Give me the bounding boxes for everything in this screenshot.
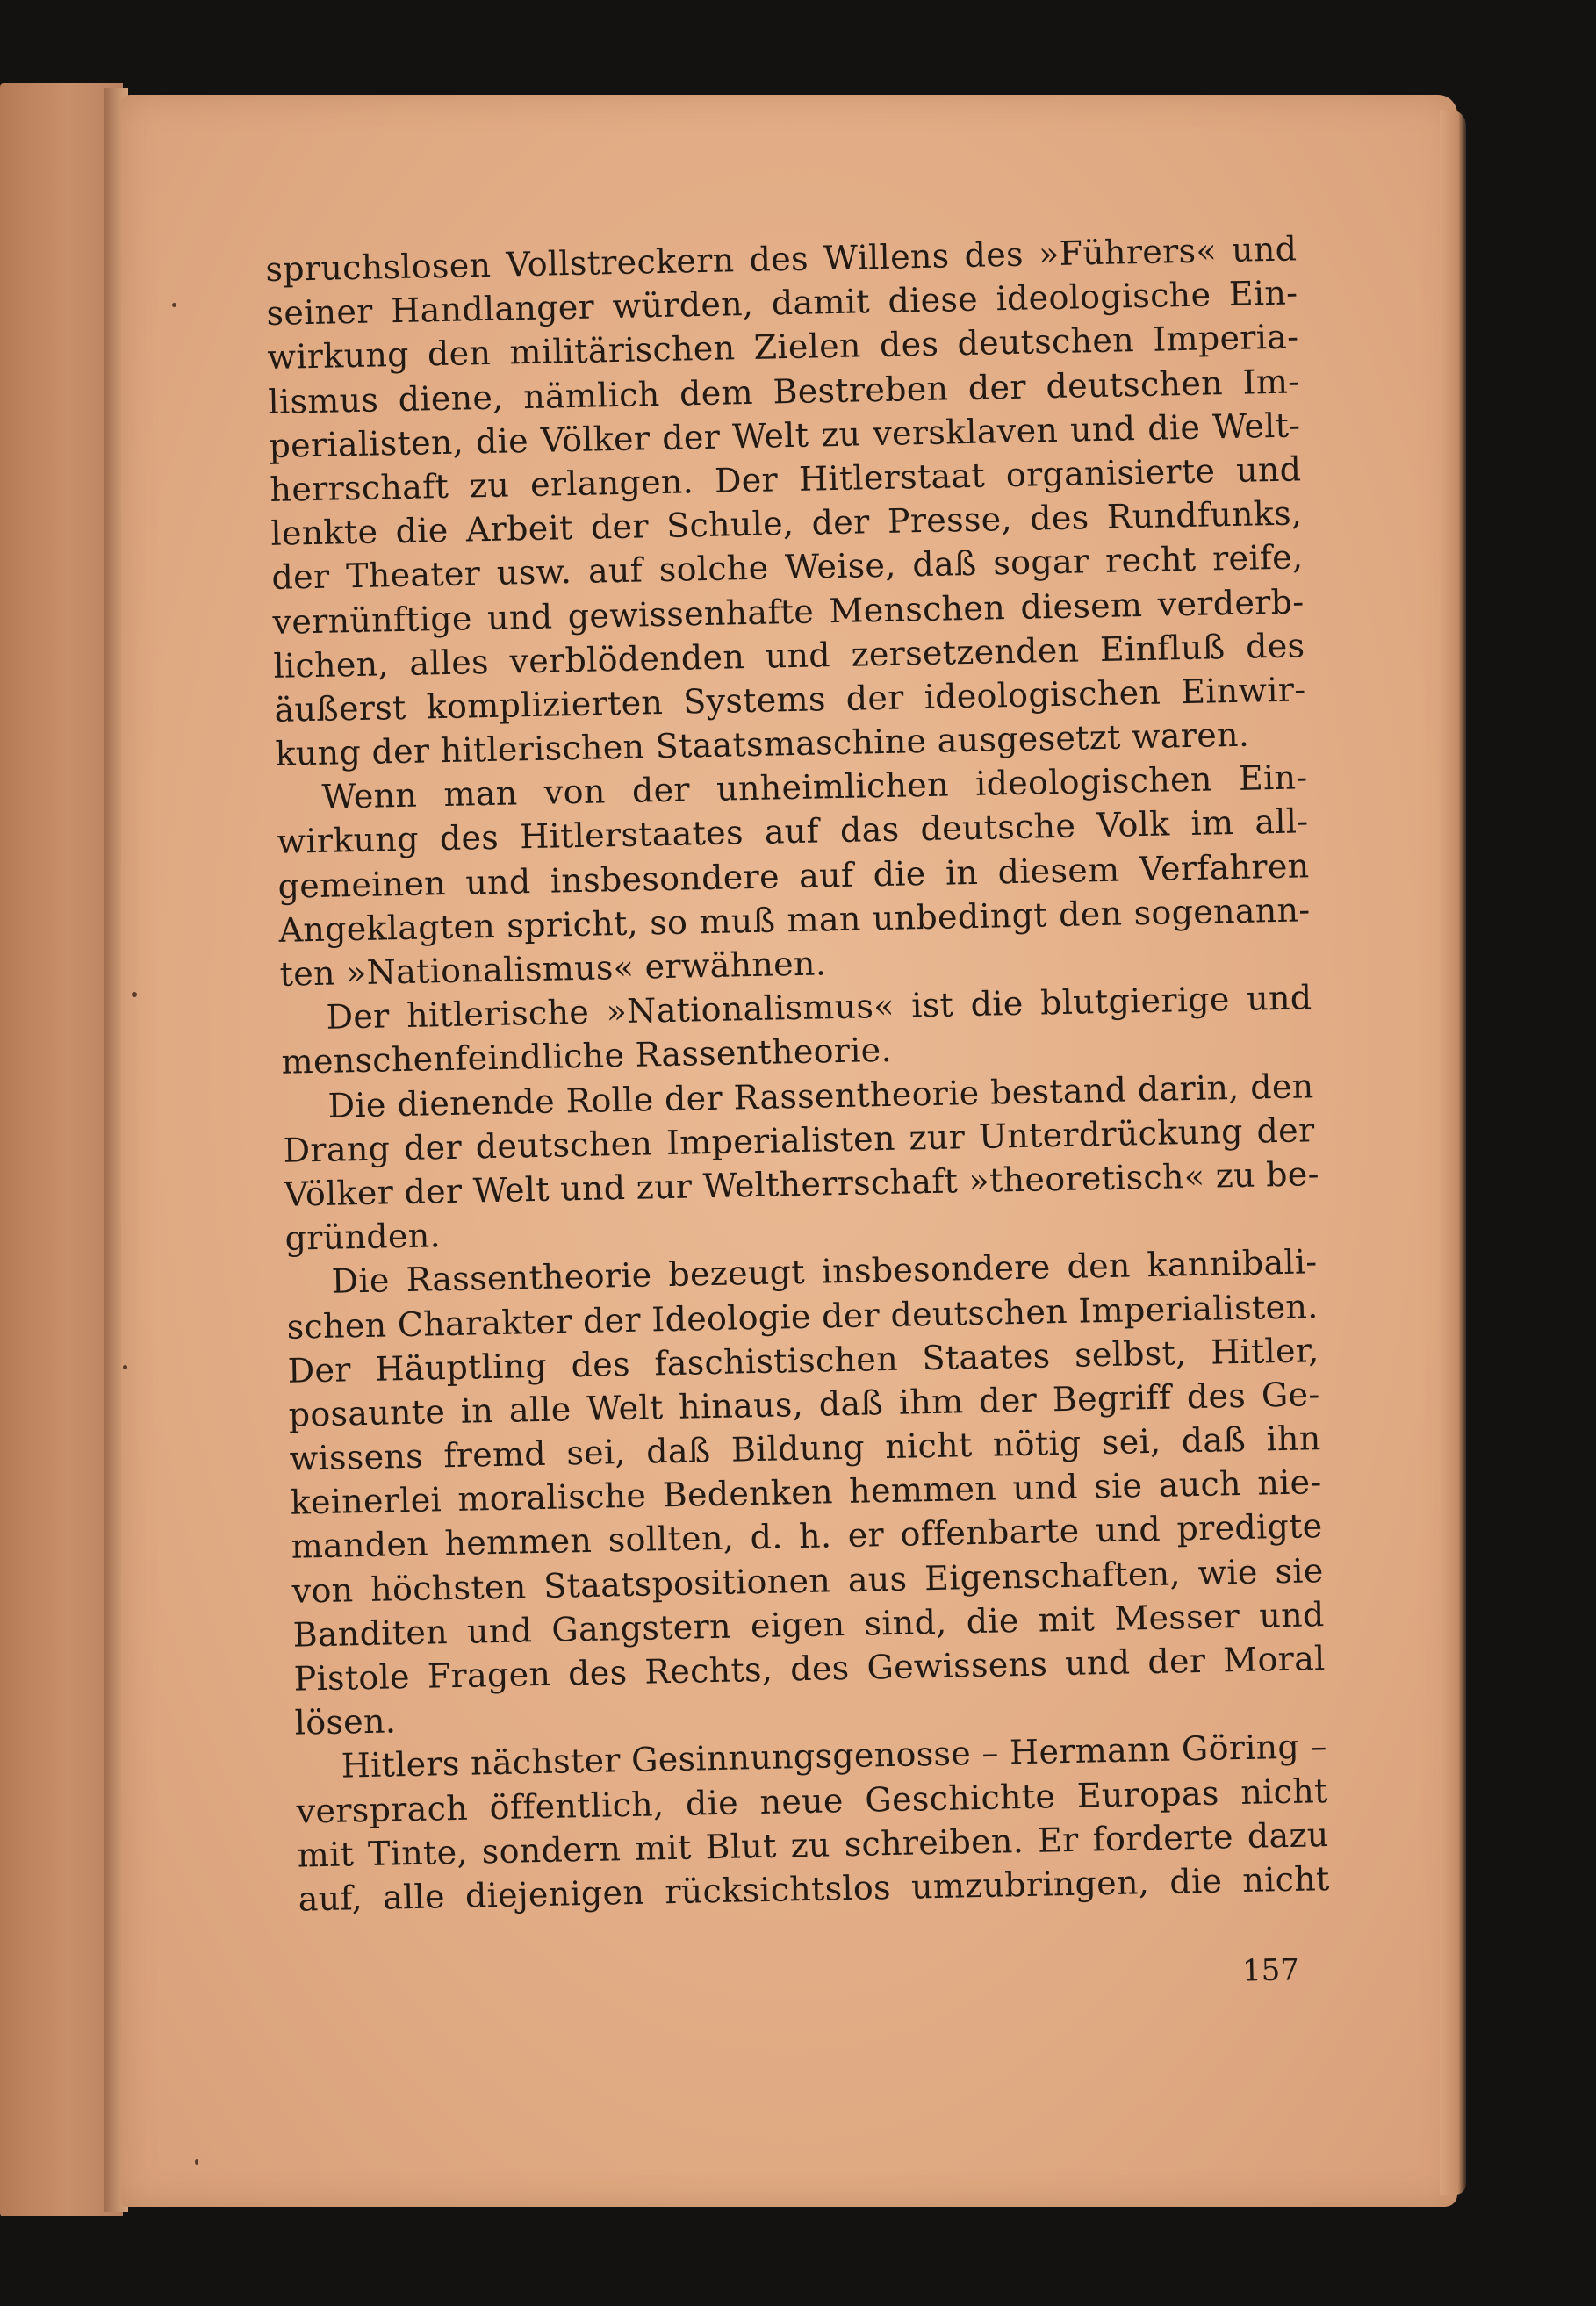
text-line: auf, alle diejenigen rücksichtslos umzubringen, die nicht	[298, 1858, 1330, 1919]
text-line: spruchslosen Vollstreckern des Willens des »Führers« und	[265, 229, 1298, 289]
text-line: gemeinen und insbesondere auf die in diesem Verfahren	[277, 845, 1310, 906]
text-line: wirkung den militärischen Zielen des deutschen Imperia-	[267, 317, 1299, 377]
text-line: kung der hitlerischen Staatsmaschine ausgesetzt waren.	[275, 715, 1250, 773]
paper-speck	[123, 1365, 127, 1369]
body-text	[265, 226, 1330, 1921]
text-line: schen Charakter der Ideologie der deutschen Imperialisten.	[286, 1286, 1319, 1347]
text-line: herrschaft zu erlangen. Der Hitlerstaat organisierte und	[270, 449, 1302, 509]
paper-speck	[195, 2159, 198, 2165]
text-line: lichen, alles verblödenden und zersetzenden Einfluß des	[273, 626, 1305, 686]
text-line: lenkte die Arbeit der Schule, der Presse, des Rundfunks,	[270, 493, 1303, 554]
text-line: mit Tinte, sondern mit Blut zu schreiben. Er forderte dazu	[297, 1814, 1329, 1875]
text-line: lösen.	[294, 1701, 397, 1742]
text-line: gründen.	[284, 1216, 442, 1258]
text-line: vernünftige und gewissenhafte Menschen diesem verderb-	[272, 581, 1305, 642]
text-line: perialisten, die Völker der Welt zu versklaven und die Welt-	[269, 406, 1301, 465]
paper-speck	[172, 303, 176, 307]
text-line: äußerst komplizierten Systems der ideologischen Einwir-	[274, 670, 1306, 729]
text-line: lismus diene, nämlich dem Bestreben der deutschen Im-	[268, 361, 1300, 421]
text-line: Der hitlerische »Nationalismus« ist die blutgierige und	[326, 978, 1312, 1037]
text-line: keinerlei moralische Bedenken hemmen und sie auch nie-	[290, 1462, 1322, 1522]
text-line: Völker der Welt und zur Weltherrschaft »theoretisch« zu be-	[284, 1154, 1320, 1214]
text-line: der Theater usw. auf solche Weise, daß sogar recht reife,	[271, 537, 1304, 598]
paper-speck	[132, 992, 137, 997]
text-line: Drang der deutschen Imperialisten zur Unterdrückung der	[283, 1110, 1315, 1170]
text-line: Pistole Fragen des Rechts, des Gewissens und der Moral	[293, 1639, 1326, 1699]
text-line: Hitlers nächster Gesinnungsgenosse – Hermann Göring –	[341, 1727, 1328, 1785]
text-line: manden hemmen sollten, d. h. er offenbarte und predigte	[291, 1506, 1323, 1567]
page-right-edge	[1440, 110, 1466, 2195]
text-line: Der Häuptling des faschistischen Staates selbst, Hitler,	[287, 1330, 1319, 1390]
text-line: wissens fremd sei, daß Bildung nicht nötig sei, daß ihn	[289, 1419, 1321, 1478]
text-line: Banditen und Gangstern eigen sind, die mit Messer und	[292, 1594, 1325, 1655]
text-line: Wenn man von der unheimlichen ideologischen Ein-	[321, 758, 1308, 817]
text-line: Angeklagten spricht, so muß man unbedingt den sogenann-	[278, 890, 1311, 950]
text-line: Die Rassentheorie bezeugt insbesondere den kannibali-	[331, 1242, 1318, 1302]
text-line: versprach öffentlich, die neue Geschichte Europas nicht	[296, 1771, 1328, 1831]
text-line: menschenfeindliche Rassentheorie.	[281, 1031, 893, 1082]
text-line: wirkung des Hitlerstaates auf das deutsche Volk im all-	[277, 801, 1309, 862]
text-line: von höchsten Staatspositionen aus Eigenschaften, wie sie	[291, 1550, 1324, 1611]
text-line: Die dienende Rolle der Rassentheorie bestand darin, den	[327, 1066, 1314, 1125]
text-line: ten »Nationalismus« erwähnen.	[279, 944, 827, 994]
text-line: posaunte in alle Welt hinaus, daß ihm der Begriff des Ge-	[288, 1375, 1320, 1434]
text-line: seiner Handlanger würden, damit diese ideologische Ein-	[266, 273, 1298, 334]
page-number: 157	[1241, 1952, 1300, 1989]
